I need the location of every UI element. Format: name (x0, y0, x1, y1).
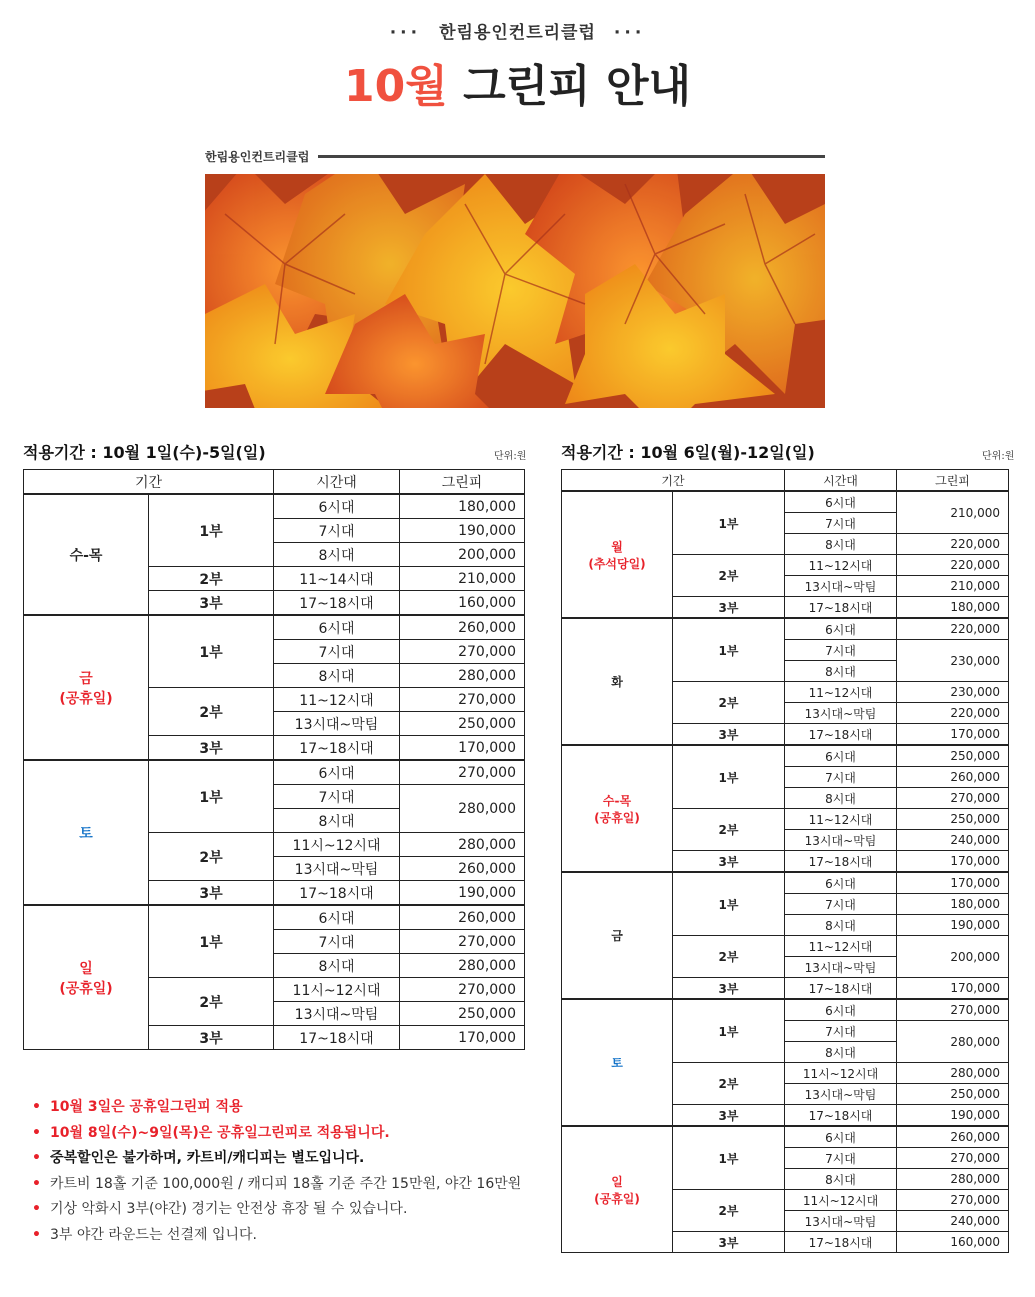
autumn-leaves-image (205, 174, 825, 408)
fee-cell: 170,000 (400, 1026, 525, 1050)
time-cell: 13시대~막팀 (785, 1084, 897, 1105)
day-cell: 월 (추석당일) (562, 491, 673, 618)
part-cell: 1부 (673, 745, 785, 809)
header-period: 기간 (24, 470, 274, 495)
day-cell: 일 (공휴일) (562, 1126, 673, 1253)
time-cell: 6시대 (785, 872, 897, 894)
time-cell: 8시대 (785, 1042, 897, 1063)
time-cell: 6시대 (785, 1126, 897, 1148)
time-cell: 8시대 (785, 661, 897, 682)
time-cell: 11~12시대 (274, 688, 400, 712)
fee-cell: 240,000 (897, 1211, 1009, 1232)
time-cell: 13시대~막팀 (274, 712, 400, 736)
time-cell: 17~18시대 (785, 724, 897, 746)
header-time: 시간대 (785, 470, 897, 492)
fee-cell: 180,000 (897, 597, 1009, 619)
time-cell: 7시대 (274, 785, 400, 809)
right-green-fee-table (561, 469, 1009, 1253)
time-cell: 6시대 (785, 745, 897, 767)
subtitle-dots-right: ··· (613, 23, 646, 43)
time-cell: 8시대 (785, 915, 897, 936)
fee-cell: 210,000 (897, 491, 1009, 534)
day-cell: 수-목 (24, 494, 149, 615)
time-cell: 7시대 (785, 1021, 897, 1042)
time-cell: 17~18시대 (785, 851, 897, 873)
time-cell: 13시대~막팀 (274, 1002, 400, 1026)
fee-cell: 260,000 (897, 767, 1009, 788)
time-cell: 6시대 (785, 618, 897, 640)
time-cell: 11~12시대 (785, 682, 897, 703)
title-month: 10월 (344, 61, 448, 112)
fee-cell: 240,000 (897, 830, 1009, 851)
time-cell: 7시대 (274, 519, 400, 543)
fee-cell: 230,000 (897, 640, 1009, 682)
time-cell: 7시대 (785, 513, 897, 534)
time-cell: 7시대 (785, 1148, 897, 1169)
time-cell: 8시대 (274, 809, 400, 833)
fee-cell: 270,000 (400, 688, 525, 712)
fee-cell: 280,000 (400, 954, 525, 978)
fee-cell: 270,000 (400, 978, 525, 1002)
time-cell: 13시대~막팀 (785, 830, 897, 851)
fee-cell: 190,000 (897, 915, 1009, 936)
fee-cell: 260,000 (400, 905, 525, 930)
part-cell: 3부 (149, 591, 274, 616)
part-cell: 2부 (149, 567, 274, 591)
table-row (24, 760, 525, 785)
fee-cell: 280,000 (897, 1169, 1009, 1190)
list-item: • 3부 야간 라운드는 선결제 입니다. (32, 1226, 257, 1243)
photo-label: 한림용인컨트리클럽 (205, 150, 310, 164)
photo-divider (318, 155, 825, 158)
left-green-fee-table (23, 469, 525, 1050)
time-cell: 8시대 (785, 1169, 897, 1190)
fee-cell: 250,000 (897, 809, 1009, 830)
day-cell: 토 (24, 760, 149, 905)
time-cell: 8시대 (274, 543, 400, 567)
time-cell: 7시대 (785, 767, 897, 788)
part-cell: 3부 (673, 1232, 785, 1253)
part-cell: 2부 (149, 978, 274, 1026)
fee-cell: 260,000 (400, 857, 525, 881)
part-cell: 1부 (673, 618, 785, 682)
time-cell: 17~18시대 (274, 736, 400, 761)
table-row (24, 905, 525, 930)
time-cell: 13시대~막팀 (785, 1211, 897, 1232)
table-row (562, 745, 1009, 767)
subtitle-dots-left: ··· (389, 23, 422, 43)
time-cell: 6시대 (274, 494, 400, 519)
right-unit-label: 단위:원 (982, 451, 1015, 462)
fee-cell: 270,000 (400, 930, 525, 954)
day-cell: 금 (562, 872, 673, 999)
fee-cell: 170,000 (897, 978, 1009, 1000)
fee-cell: 190,000 (897, 1105, 1009, 1127)
time-cell: 11시~12시대 (785, 1190, 897, 1211)
part-cell: 3부 (673, 851, 785, 873)
part-cell: 2부 (149, 688, 274, 736)
time-cell: 17~18시대 (785, 978, 897, 1000)
time-cell: 6시대 (785, 491, 897, 513)
header-fee: 그린피 (897, 470, 1009, 492)
fee-cell: 270,000 (897, 1148, 1009, 1169)
list-item: • 카트비 18홀 기준 100,000원 / 캐디피 18홀 기준 주간 15만원, 야간 16만원 (32, 1175, 522, 1192)
list-item: • 10월 3일은 공휴일그린피 적용 (32, 1099, 243, 1115)
time-cell: 6시대 (274, 615, 400, 640)
time-cell: 17~18시대 (274, 1026, 400, 1050)
part-cell: 1부 (673, 491, 785, 555)
page-title (0, 50, 1035, 114)
list-item: • 중복할인은 불가하며, 카트비/캐디피는 별도입니다. (32, 1150, 365, 1166)
fee-cell: 230,000 (897, 682, 1009, 703)
part-cell: 3부 (149, 736, 274, 761)
time-cell: 11시~12시대 (785, 1063, 897, 1084)
time-cell: 11시~12시대 (274, 833, 400, 857)
part-cell: 2부 (149, 833, 274, 881)
fee-cell: 170,000 (897, 724, 1009, 746)
left-unit-label: 단위:원 (494, 451, 527, 462)
time-cell: 11~14시대 (274, 567, 400, 591)
time-cell: 13시대~막팀 (274, 857, 400, 881)
header-period: 기간 (562, 470, 785, 492)
fee-cell: 280,000 (897, 1063, 1009, 1084)
table-header-row (562, 470, 1009, 492)
right-period-title: 적용기간 : 10월 6일(월)-12일(일) (561, 443, 815, 462)
part-cell: 1부 (673, 1126, 785, 1190)
fee-cell: 160,000 (897, 1232, 1009, 1253)
fee-cell: 270,000 (400, 760, 525, 785)
title-text: 그린피 안내 (463, 61, 691, 112)
table-row (562, 618, 1009, 640)
fee-cell: 220,000 (897, 555, 1009, 576)
header-fee: 그린피 (400, 470, 525, 495)
fee-cell: 250,000 (400, 1002, 525, 1026)
fee-cell: 190,000 (400, 519, 525, 543)
time-cell: 8시대 (785, 534, 897, 555)
maple-leaves-illustration (205, 174, 825, 408)
fee-cell: 160,000 (400, 591, 525, 616)
list-item: • 10월 8일(수)~9일(목)은 공휴일그린피로 적용됩니다. (32, 1124, 390, 1141)
fee-cell: 220,000 (897, 534, 1009, 555)
time-cell: 8시대 (785, 788, 897, 809)
fee-cell: 260,000 (897, 1126, 1009, 1148)
fee-cell: 260,000 (400, 615, 525, 640)
time-cell: 11~12시대 (785, 809, 897, 830)
table-row (562, 1126, 1009, 1148)
table-header-row (24, 470, 525, 495)
list-item: • 기상 악화시 3부(야간) 경기는 안전상 휴장 될 수 있습니다. (32, 1201, 408, 1217)
part-cell: 1부 (673, 872, 785, 936)
part-cell: 2부 (673, 1190, 785, 1232)
table-row (24, 494, 525, 519)
time-cell: 8시대 (274, 664, 400, 688)
time-cell: 17~18시대 (785, 1105, 897, 1127)
time-cell: 8시대 (274, 954, 400, 978)
time-cell: 7시대 (274, 930, 400, 954)
part-cell: 2부 (673, 936, 785, 978)
table-row (24, 615, 525, 640)
fee-cell: 220,000 (897, 618, 1009, 640)
fee-cell: 170,000 (897, 851, 1009, 873)
part-cell: 1부 (673, 999, 785, 1063)
fee-cell: 180,000 (400, 494, 525, 519)
fee-cell: 180,000 (897, 894, 1009, 915)
part-cell: 3부 (149, 1026, 274, 1050)
time-cell: 7시대 (274, 640, 400, 664)
part-cell: 2부 (673, 809, 785, 851)
time-cell: 7시대 (785, 640, 897, 661)
time-cell: 17~18시대 (785, 1232, 897, 1253)
time-cell: 7시대 (785, 894, 897, 915)
time-cell: 17~18시대 (274, 591, 400, 616)
part-cell: 3부 (673, 724, 785, 746)
time-cell: 11~12시대 (785, 936, 897, 957)
time-cell: 17~18시대 (785, 597, 897, 619)
part-cell: 1부 (149, 494, 274, 567)
time-cell: 13시대~막팀 (785, 703, 897, 724)
fee-cell: 280,000 (400, 833, 525, 857)
fee-cell: 200,000 (897, 936, 1009, 978)
time-cell: 13시대~막팀 (785, 957, 897, 978)
fee-cell: 280,000 (400, 664, 525, 688)
fee-cell: 170,000 (897, 872, 1009, 894)
notes-list (32, 1095, 532, 1248)
club-subtitle (0, 18, 1035, 43)
time-cell: 11~12시대 (785, 555, 897, 576)
fee-cell: 190,000 (400, 881, 525, 906)
fee-cell: 210,000 (400, 567, 525, 591)
time-cell: 11시~12시대 (274, 978, 400, 1002)
fee-cell: 270,000 (400, 640, 525, 664)
time-cell: 13시대~막팀 (785, 576, 897, 597)
part-cell: 3부 (149, 881, 274, 906)
fee-cell: 270,000 (897, 788, 1009, 809)
fee-cell: 280,000 (897, 1021, 1009, 1063)
table-row (562, 999, 1009, 1021)
time-cell: 6시대 (274, 760, 400, 785)
table-row (562, 872, 1009, 894)
day-cell: 토 (562, 999, 673, 1126)
fee-cell: 250,000 (897, 745, 1009, 767)
fee-cell: 200,000 (400, 543, 525, 567)
fee-cell: 250,000 (400, 712, 525, 736)
part-cell: 3부 (673, 978, 785, 1000)
part-cell: 1부 (149, 760, 274, 833)
day-cell: 금 (공휴일) (24, 615, 149, 760)
part-cell: 3부 (673, 597, 785, 619)
part-cell: 2부 (673, 682, 785, 724)
time-cell: 6시대 (785, 999, 897, 1021)
fee-cell: 220,000 (897, 703, 1009, 724)
part-cell: 2부 (673, 1063, 785, 1105)
day-cell: 수-목 (공휴일) (562, 745, 673, 872)
table-row (562, 491, 1009, 513)
time-cell: 17~18시대 (274, 881, 400, 906)
time-cell: 6시대 (274, 905, 400, 930)
fee-cell: 270,000 (897, 1190, 1009, 1211)
part-cell: 3부 (673, 1105, 785, 1127)
fee-cell: 170,000 (400, 736, 525, 761)
club-name: 한림용인컨트리클럽 (439, 23, 596, 43)
fee-cell: 210,000 (897, 576, 1009, 597)
fee-cell: 250,000 (897, 1084, 1009, 1105)
header-time: 시간대 (274, 470, 400, 495)
left-period-title: 적용기간 : 10월 1일(수)-5일(일) (23, 443, 266, 462)
day-cell: 화 (562, 618, 673, 745)
part-cell: 1부 (149, 905, 274, 978)
part-cell: 2부 (673, 555, 785, 597)
fee-cell: 270,000 (897, 999, 1009, 1021)
part-cell: 1부 (149, 615, 274, 688)
fee-cell: 280,000 (400, 785, 525, 833)
day-cell: 일 (공휴일) (24, 905, 149, 1050)
